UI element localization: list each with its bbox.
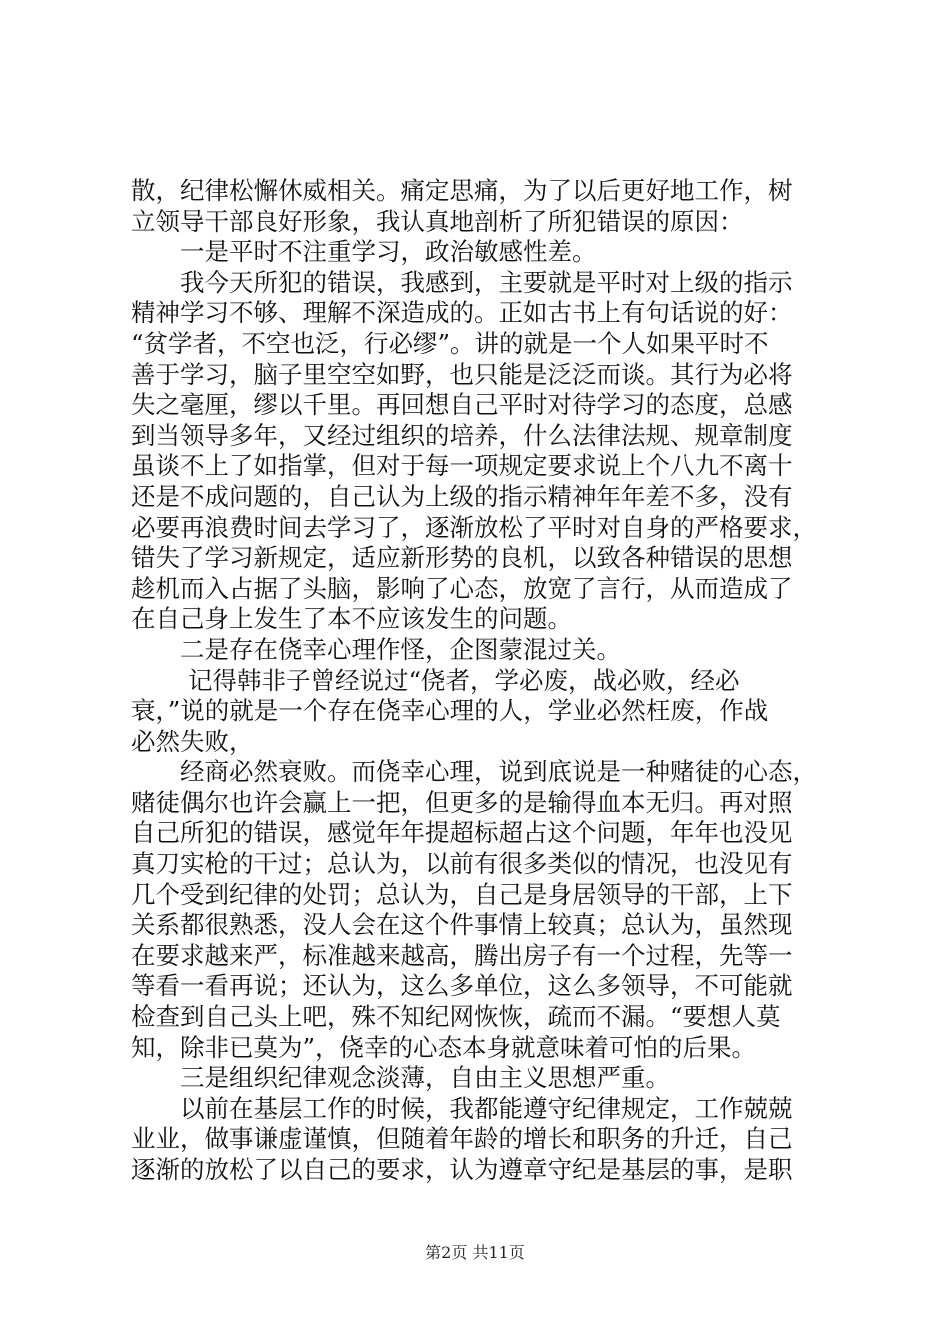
text-line: 到当领导多年，又经过组织的培养，什么法律法规、规章制度 <box>131 420 793 450</box>
text-line: 真刀实枪的干过；总认为，以前有很多类似的情况，也没见有 <box>131 849 793 879</box>
text-line: 以前在基层工作的时候，我都能遵守纪律规定，工作兢兢 <box>180 1093 793 1123</box>
section-heading: 一是平时不注重学习，政治敏感性差。 <box>180 237 597 267</box>
text-line: 衰，”说的就是一个存在侥幸心理的人，学业必然枉废，作战 <box>131 696 769 726</box>
text-line: “贫学者，不空也泛，行必缪”。讲的就是一个人如果平时不 <box>131 328 769 358</box>
text-line: 在自己身上发生了本不应该发生的问题。 <box>131 604 572 634</box>
text-line: 失之毫厘，缪以千里。再回想自己平时对待学习的态度，总感 <box>131 390 793 420</box>
text-line: 检查到自己头上吧，殊不知纪网恢恢，疏而不漏。“要想人莫 <box>131 1002 781 1032</box>
section-heading: 三是组织纪律观念淡薄，自由主义思想严重。 <box>180 1063 670 1093</box>
text-line: 精神学习不够、理解不深造成的。正如古书上有句话说的好： <box>131 298 793 328</box>
text-line: 逐渐的放松了以自己的要求，认为遵章守纪是基层的事，是职 <box>131 1155 793 1184</box>
text-line: 散，纪律松懈休威相关。痛定思痛，为了以后更好地工作，树 <box>131 176 793 205</box>
text-line: 立领导干部良好形象，我认真地剖析了所犯错误的原因： <box>131 206 744 236</box>
page-number-footer: 第2页 共11页 <box>425 1243 525 1262</box>
section-heading: 二是存在侥幸心理作怪，企图蒙混过关。 <box>180 634 621 664</box>
text-line: 我今天所犯的错误，我感到，主要就是平时对上级的指示 <box>180 267 793 297</box>
text-line: 关系都很熟悉，没人会在这个件事情上较真；总认为，虽然现 <box>131 910 793 940</box>
text-line: 记得韩非子曾经说过“侥者，学必废，战必败，经必 <box>188 665 740 695</box>
text-line: 虽谈不上了如指掌，但对于每一项规定要求说上个八九不离十 <box>131 451 793 481</box>
document-body <box>131 176 821 1186</box>
text-line: 自己所犯的错误，感觉年年提超标超占这个问题，年年也没见 <box>131 818 793 848</box>
text-line: 必然失败， <box>131 726 254 756</box>
text-line: 善于学习，脑子里空空如野，也只能是泛泛而谈。其行为必将 <box>131 359 793 389</box>
text-line: 业业，做事谦虚谨慎，但随着年龄的增长和职务的升迁，自己 <box>131 1124 793 1154</box>
text-line: 等看一看再说；还认为，这么多单位，这么多领导，不可能就 <box>131 971 793 1001</box>
text-line: 还是不成问题的，自己认为上级的指示精神年年差不多，没有 <box>131 481 793 511</box>
text-line: 错失了学习新规定，适应新形势的良机，以致各种错误的思想 <box>131 543 793 573</box>
text-line: 经商必然衰败。而侥幸心理，说到底说是一种赌徒的心态， <box>180 757 817 787</box>
text-line: 在要求越来严，标准越来越高，腾出房子有一个过程，先等一 <box>131 940 793 970</box>
text-line: 趁机而入占据了头脑，影响了心态，放宽了言行，从而造成了 <box>131 573 793 603</box>
text-line: 必要再浪费时间去学习了，逐渐放松了平时对自身的严格要求， <box>131 512 817 542</box>
text-line: 几个受到纪律的处罚；总认为，自己是身居领导的干部，上下 <box>131 879 793 909</box>
text-line: 赌徒偶尔也许会赢上一把，但更多的是输得血本无归。再对照 <box>131 787 793 817</box>
text-line: 知，除非已莫为”，侥幸的心态本身就意味着可怕的后果。 <box>131 1032 757 1062</box>
